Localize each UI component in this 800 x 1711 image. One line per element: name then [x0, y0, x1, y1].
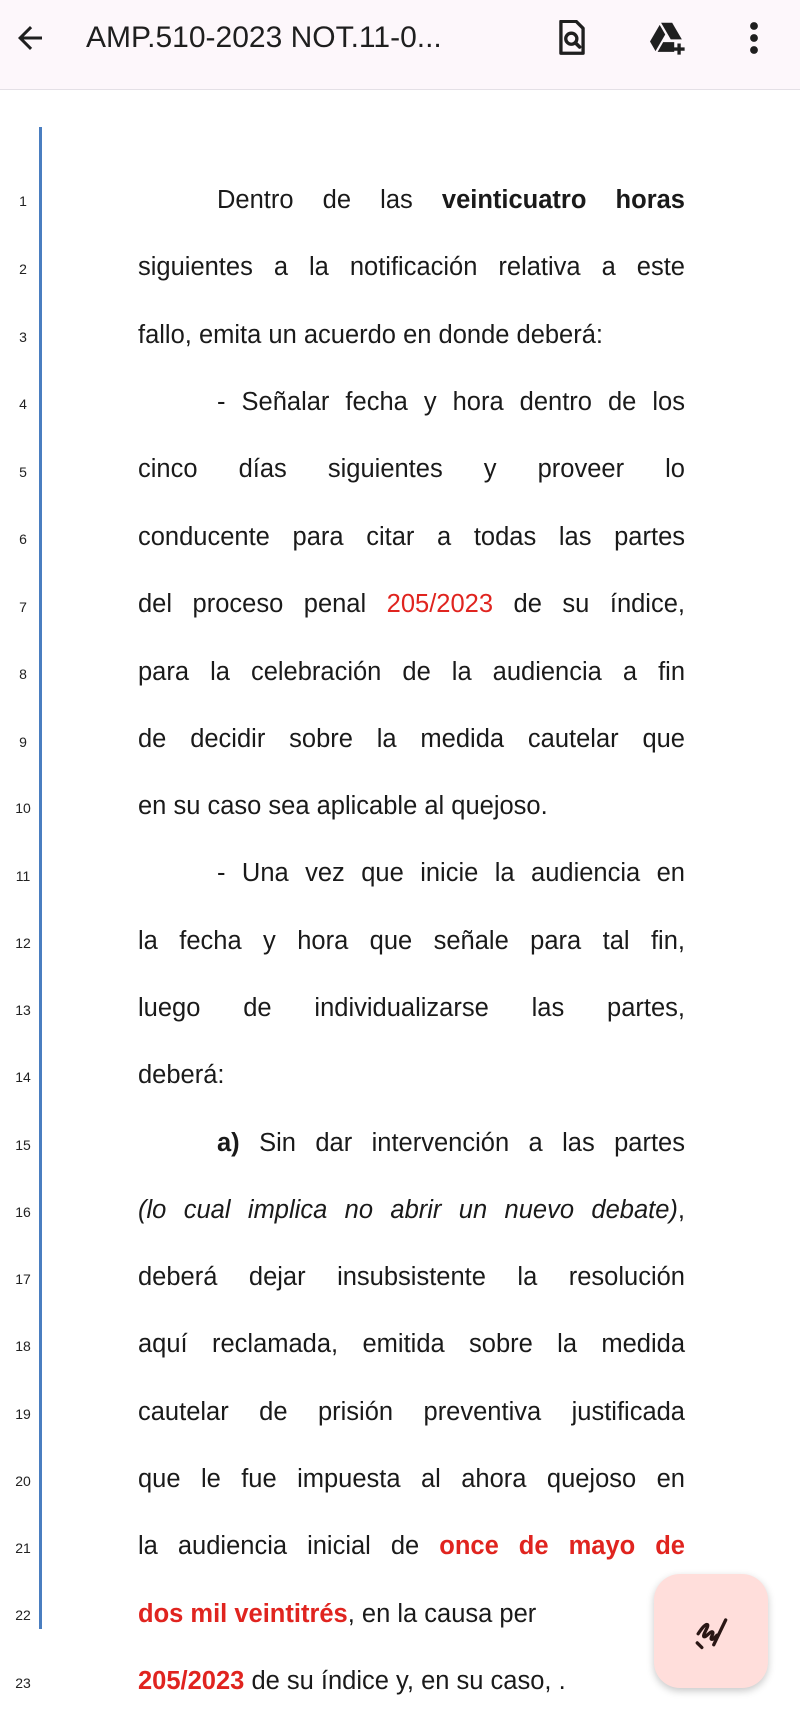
- text-line: luego de individualizarse las partes,: [138, 994, 685, 1022]
- line-number: 16: [15, 1204, 31, 1220]
- line-number: 11: [15, 868, 31, 884]
- text-line: fallo, emita un acuerdo en donde deberá:: [138, 321, 604, 349]
- text-line: - Señalar fecha y hora dentro de los: [217, 388, 685, 416]
- drive-add-icon: [648, 20, 688, 56]
- line-number: 1: [19, 193, 27, 209]
- line-number: 3: [19, 329, 27, 345]
- line-number: 13: [15, 1002, 31, 1018]
- text-line: del proceso penal 205/2023 de su índice,: [138, 590, 685, 618]
- line-number: 12: [15, 935, 31, 951]
- text-line: 205/2023 de su índice y, en su caso, .: [138, 1667, 566, 1695]
- line-number: 17: [15, 1271, 31, 1287]
- line-number: 9: [19, 734, 27, 750]
- text-line: deberá dejar insubsistente la resolución: [138, 1263, 685, 1291]
- text-line: dos mil veintitrés, en la causa per: [138, 1600, 537, 1628]
- line-number: 20: [15, 1473, 31, 1489]
- case-number: 205/2023: [386, 590, 494, 618]
- text-line: la fecha y hora que señale para tal fin,: [138, 927, 685, 955]
- more-options-button[interactable]: [730, 14, 778, 62]
- line-number: 22: [15, 1607, 31, 1623]
- text-line: para la celebración de la audiencia a fin: [138, 658, 685, 686]
- line-number: 23: [15, 1675, 31, 1691]
- draw-annotate-icon: [689, 1609, 733, 1653]
- highlighted-date: once de mayo de: [439, 1532, 685, 1560]
- line-number: 2: [19, 261, 27, 277]
- line-number: 5: [19, 464, 27, 480]
- annotate-fab-button[interactable]: [654, 1574, 768, 1688]
- text-line: cautelar de prisión preventiva justificada: [138, 1398, 685, 1426]
- text-line: Dentro de las veinticuatro horas: [217, 186, 685, 214]
- line-number: 19: [15, 1406, 31, 1422]
- text-line: la audiencia inicial de once de mayo de: [138, 1532, 685, 1560]
- line-number: 7: [19, 599, 27, 615]
- arrow-back-icon: [12, 20, 48, 56]
- text-line: a) Sin dar intervención a las partes: [217, 1129, 685, 1157]
- more-vert-icon: [748, 20, 760, 56]
- top-app-bar: [0, 0, 800, 90]
- text-line: cinco días siguientes y proveer lo: [138, 455, 685, 483]
- text-line: deberá:: [138, 1061, 225, 1089]
- line-number: 15: [15, 1137, 31, 1153]
- text-line: de decidir sobre la medida cautelar que: [138, 725, 685, 753]
- text-line: en su caso sea aplicable al quejoso.: [138, 792, 548, 820]
- text-line: siguientes a la notificación relativa a este: [138, 253, 685, 281]
- line-number: 10: [15, 800, 31, 816]
- line-number: 4: [19, 396, 27, 412]
- case-number: 205/2023: [138, 1667, 245, 1695]
- text-line: aquí reclamada, emitida sobre la medida: [138, 1330, 685, 1358]
- highlighted-date: dos mil veintitrés: [138, 1600, 348, 1628]
- text-line: conducente para citar a todas las partes: [138, 523, 685, 551]
- back-button[interactable]: [6, 14, 54, 62]
- line-number: 14: [15, 1069, 31, 1085]
- text-line: (lo cual implica no abrir un nuevo debate),: [138, 1196, 685, 1224]
- save-to-drive-button[interactable]: [644, 14, 692, 62]
- line-number: 21: [15, 1540, 31, 1556]
- line-number: 8: [19, 666, 27, 682]
- line-number: 6: [19, 531, 27, 547]
- document-title: AMP.510-2023 NOT.11-0...: [86, 21, 442, 54]
- text-line: que le fue impuesta al ahora quejoso en: [138, 1465, 685, 1493]
- line-number: 18: [15, 1338, 31, 1354]
- search-in-document-button[interactable]: [548, 14, 596, 62]
- document-search-icon: [555, 20, 589, 56]
- text-line: - Una vez que inicie la audiencia en: [217, 859, 685, 887]
